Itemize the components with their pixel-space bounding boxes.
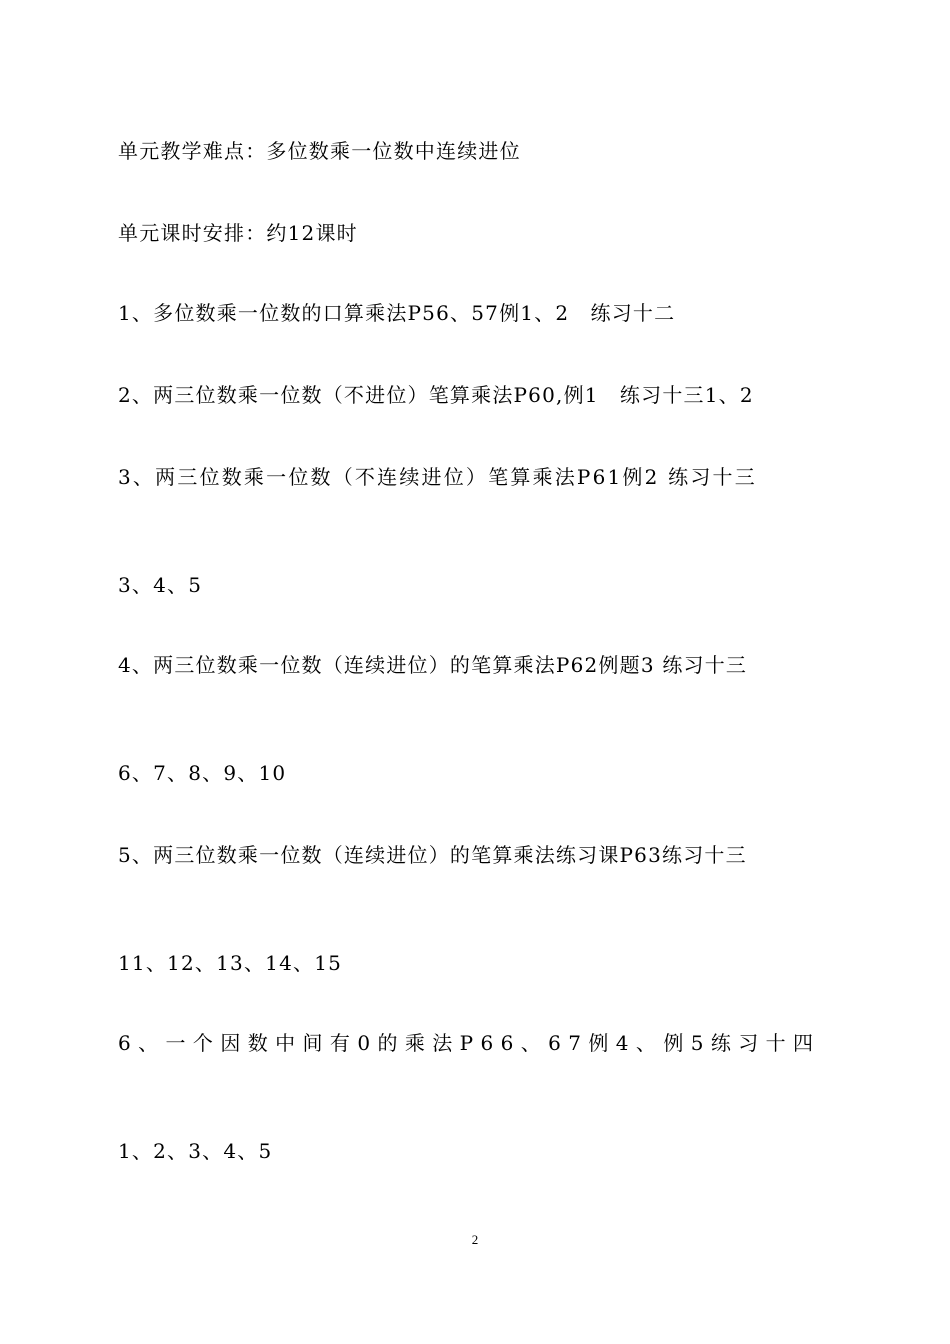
page-number: 2 — [471, 1232, 479, 1247]
text-line-item-4: 4、两三位数乘一位数（连续进位）的笔算乘法P62例题3 练习十三 — [118, 653, 748, 677]
text-line-schedule: 单元课时安排：约12课时 — [118, 221, 358, 245]
text-line-item-6-cont: 1、2、3、4、5 — [118, 1139, 273, 1163]
text-line-item-4-cont: 6、7、8、9、10 — [118, 761, 287, 785]
text-line-item-3-cont: 3、4、5 — [118, 573, 203, 597]
text-line-item-1: 1、多位数乘一位数的口算乘法P56、57例1、2 练习十二 — [118, 301, 676, 325]
text-line-item-2: 2、两三位数乘一位数（不进位）笔算乘法P60,例1 练习十三1、2 — [118, 383, 754, 407]
text-line-item-5-cont: 11、12、13、14、15 — [118, 951, 343, 975]
text-line-item-5: 5、两三位数乘一位数（连续进位）的笔算乘法练习课P63练习十三 — [118, 843, 747, 867]
text-line-difficulty: 单元教学难点：多位数乘一位数中连续进位 — [118, 139, 521, 163]
text-line-item-6: 6、一个因数中间有0的乘法P66、67例4、例5练习十四 — [118, 1031, 821, 1055]
text-line-item-3: 3、两三位数乘一位数（不连续进位）笔算乘法P61例2 练习十三 — [118, 465, 757, 489]
